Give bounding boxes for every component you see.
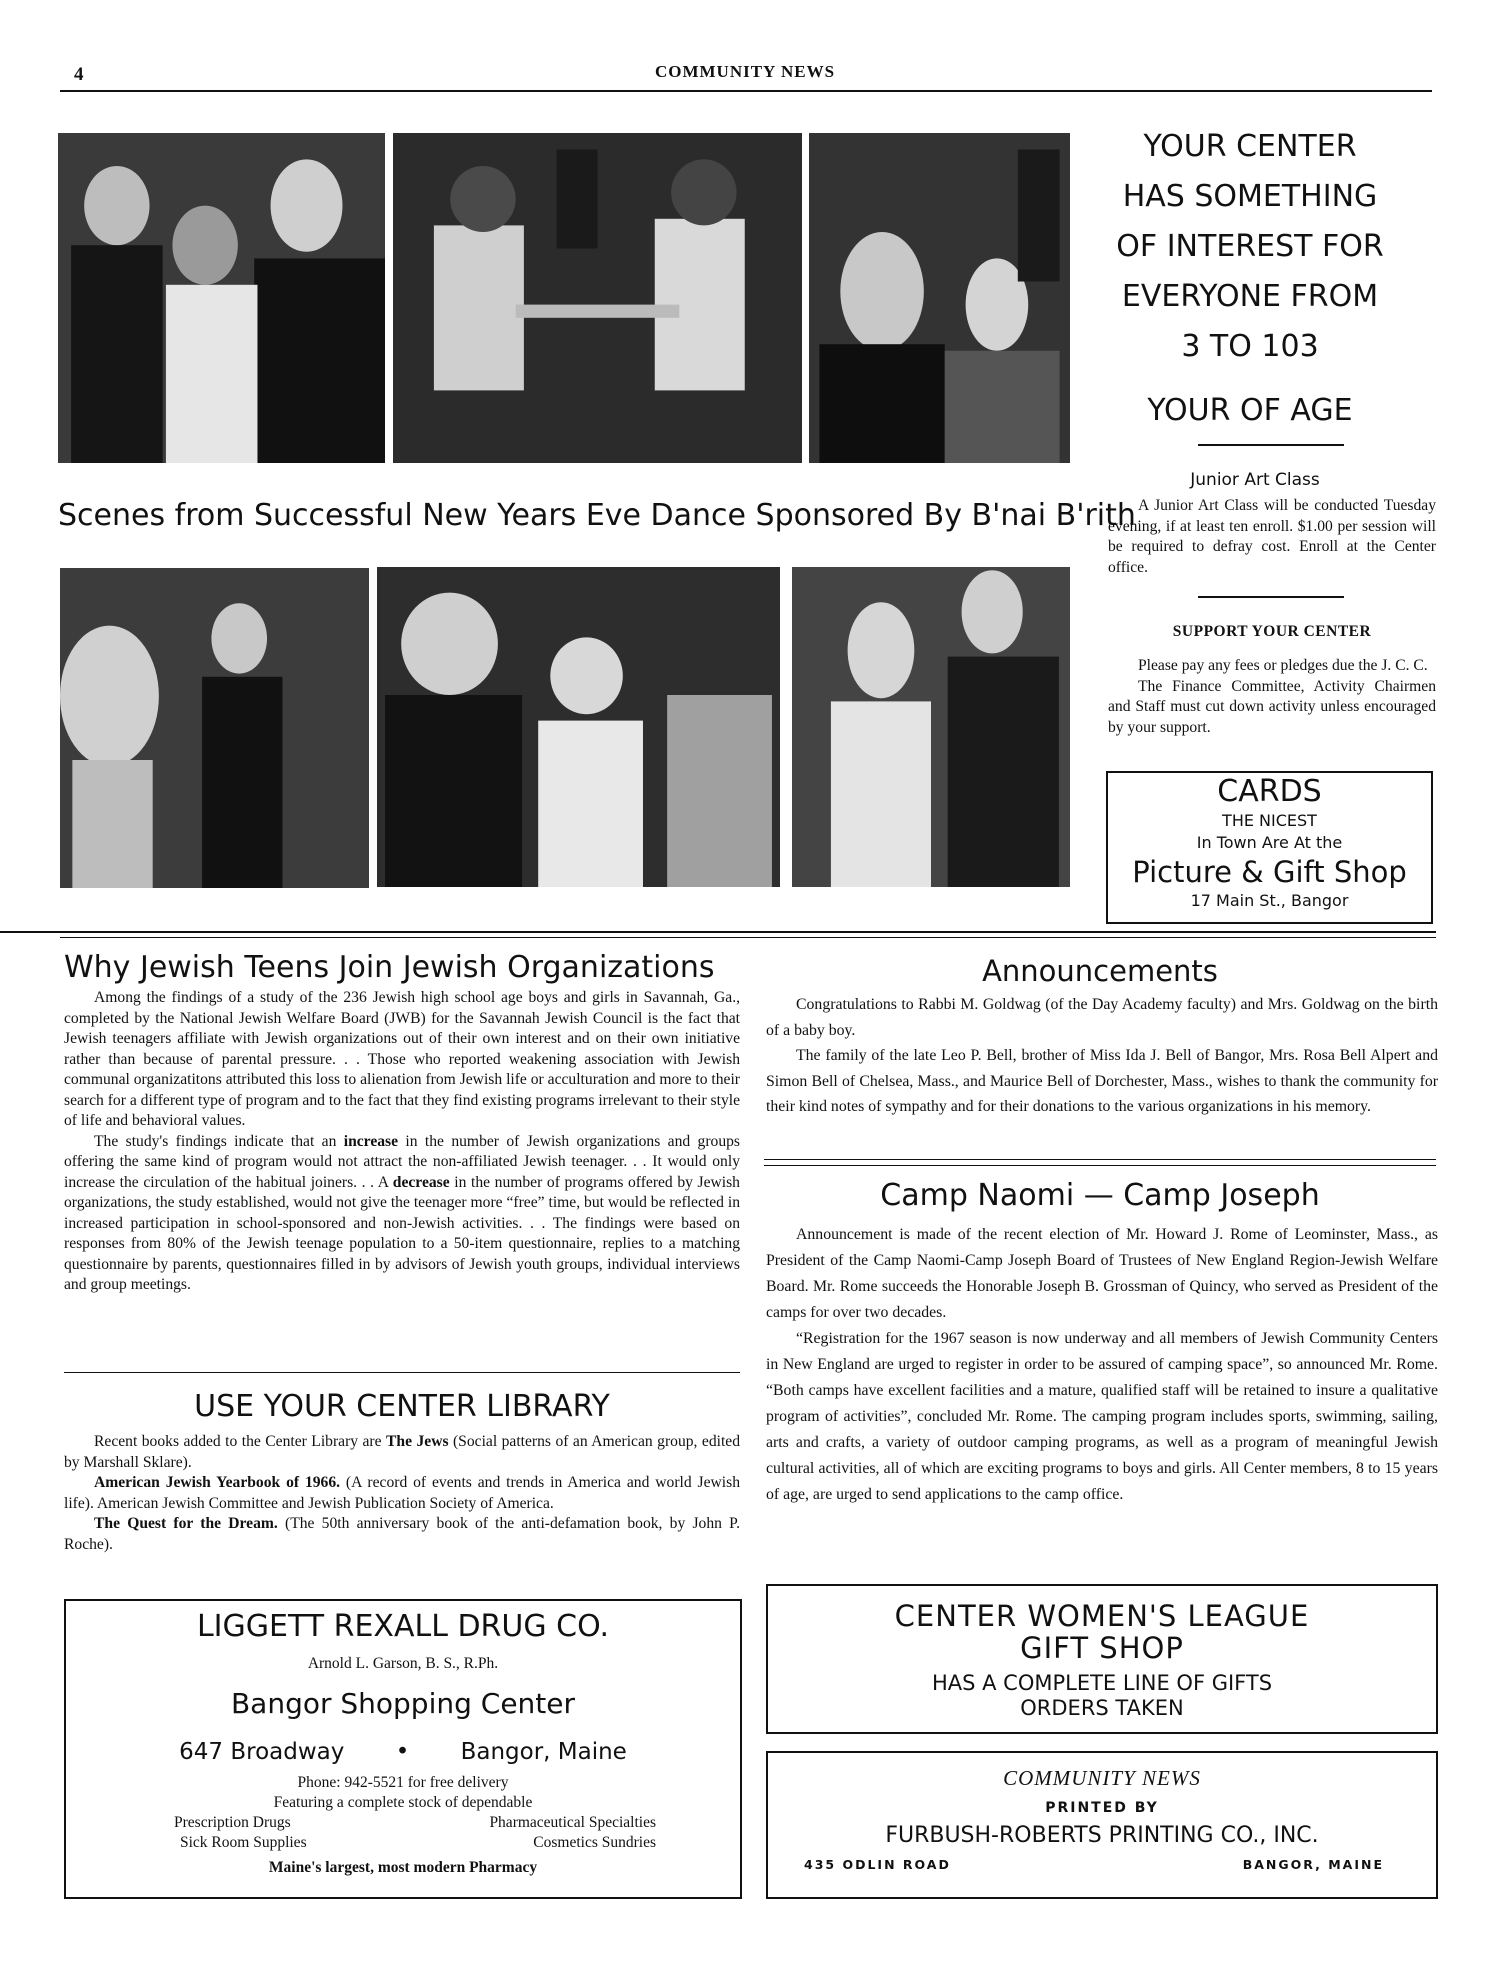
- page-number: 4: [74, 64, 84, 85]
- womens-league-ad: [766, 1584, 1438, 1734]
- junior-art-text: A Junior Art Class will be conducted Tuesday evening, if at least ten enroll. $1.00 per session will be required to defray cost. Enroll at the Center office.: [1108, 497, 1436, 576]
- dance-photo-6: [792, 567, 1070, 887]
- library-title: USE YOUR CENTER LIBRARY: [194, 1389, 610, 1424]
- cards-title: CARDS: [1217, 774, 1322, 809]
- support-p1: Please pay any fees or pledges due the J. C. C.: [1138, 657, 1428, 674]
- library-book-3: The Quest for the Dream.: [94, 1515, 278, 1532]
- library-book-2: American Jewish Yearbook of 1966.: [94, 1474, 341, 1491]
- dance-photo-3: [809, 133, 1070, 463]
- library-p1-c: (Social patterns of an American group, edited by Marshall Sklare).: [64, 1433, 740, 1471]
- teens-p2: [64, 1132, 740, 1296]
- support-p2: The Finance Committee, Activity Chairmen and Staff must cut down activity unless encouraged by your support.: [1108, 677, 1436, 736]
- liggett-street: 647 Broadway: [179, 1739, 345, 1765]
- promo-line-3: OF INTEREST FOR: [1116, 229, 1384, 264]
- announcements-p2: The family of the late Leo P. Bell, brother of Miss Ida J. Bell of Bangor, Mrs. Rosa Bell Alpert and Simon Bell of Chelsea, Mass., and Maurice Bell of Dorchester, Mass., wishes to thank the community for their kind notes of sympathy and for their donations to the various organizations in his memory.: [766, 1047, 1438, 1115]
- teens-p2-decrease: decrease: [392, 1173, 450, 1191]
- teens-body: [64, 988, 740, 1296]
- liggett-item-1: Prescription Drugs: [174, 1814, 291, 1831]
- camp-p1: Announcement is made of the recent election of Mr. Howard J. Rome of Leominster, Mass., as President of the Camp Naomi-Camp Joseph Board of Trustees of New England Region-Jewish Welfare Board. Mr. Rome succeeds the Honorable Joseph B. Grossman of Quincy, who served as President of the camps for over two decades.: [766, 1226, 1438, 1321]
- liggett-items-row-2: [66, 1833, 740, 1853]
- teens-title: Why Jewish Teens Join Jewish Organizations: [64, 950, 715, 985]
- library-p1: [64, 1432, 740, 1473]
- liggett-item-3: Sick Room Supplies: [180, 1834, 307, 1851]
- liggett-featuring: Featuring a complete stock of dependable: [273, 1794, 533, 1811]
- camp-p2: “Registration for the 1967 season is now underway and all members of Jewish Community Centers in New England are urged to register in order to be assured of camping space”, so announced Mr. Rome. “Both camps have excellent facilities and a mature, qualified staff will be retained to insure a qualitative program of activities”, concluded Mr. Rome. The camping program includes sports, swimming, sailing, arts and crafts, a variety of outdoor camping programs, as well as a program of meaningful Jewish cultural activities, all of which are exciting programs to boys and girls. All Center members, 8 to 15 years of age, are urged to send applications to the camp office.: [766, 1330, 1438, 1503]
- library-p1-a: Recent books added to the Center Library are: [94, 1433, 387, 1450]
- liggett-pharmacist: Arnold L. Garson, B. S., R.Ph.: [307, 1655, 499, 1672]
- header-rule: [60, 90, 1432, 92]
- library-p2: [64, 1473, 740, 1514]
- printer-city: BANGOR, MAINE: [1242, 1857, 1384, 1872]
- masthead-title: COMMUNITY NEWS: [654, 62, 836, 81]
- teens-p2-c: in the number of Jewish organizations and groups offering the same kind of program would not attract the non-affiliated Jewish teenager. . . It would only increase the circulation of the habitual joiners. . . A: [64, 1132, 740, 1191]
- liggett-city: Bangor, Maine: [460, 1739, 627, 1765]
- support-body: [1108, 656, 1436, 738]
- cards-line-2: In Town Are At the: [1196, 833, 1343, 852]
- printer-address-row: [768, 1855, 1436, 1875]
- library-body: [64, 1432, 740, 1555]
- cards-line-1: THE NICEST: [1222, 811, 1317, 830]
- liggett-items-row-1: [66, 1813, 740, 1833]
- library-p3: [64, 1514, 740, 1555]
- dance-photo-2: [393, 133, 802, 463]
- promo-line-6: YOUR OF AGE: [1147, 393, 1353, 428]
- announcements-p1: Congratulations to Rabbi M. Goldwag (of the Day Academy faculty) and Mrs. Goldwag on the birth of a baby boy.: [766, 996, 1438, 1039]
- junior-art-title: Junior Art Class: [1190, 470, 1320, 490]
- womens-line-4: ORDERS TAKEN: [1020, 1696, 1184, 1720]
- liggett-address-row: [66, 1737, 740, 1767]
- promo-line-2: HAS SOMETHING: [1122, 179, 1378, 214]
- teens-p2-increase: increase: [343, 1132, 399, 1150]
- promo-line-1: YOUR CENTER: [1143, 129, 1357, 164]
- liggett-ad: [64, 1599, 742, 1899]
- library-p3-b: (The 50th anniversary book of the anti-defamation book, by John P. Roche).: [64, 1515, 740, 1553]
- dance-photo-1: [58, 133, 385, 463]
- printer-company: FURBUSH-ROBERTS PRINTING CO., INC.: [885, 1823, 1319, 1848]
- printer-printed-by: PRINTED BY: [1045, 1800, 1159, 1816]
- camp-body: [766, 1222, 1438, 1508]
- teens-p2-e: in the number of programs offered by Jewish organizations, the study established, would not give the teenager more “free” time, but would be reflected in increased participation in school-sponsored and non-Jewish activities. . . The findings were based on responses from 80% of the Jewish teenage population to a 50-item questionnaire, replies to a matching questionnaire by parents, questionnaires filled in by advisors of Jewish youth groups, individual interviews and group meetings.: [64, 1173, 740, 1293]
- liggett-center: Bangor Shopping Center: [230, 1687, 576, 1720]
- teens-p1: Among the findings of a study of the 236 Jewish high school age boys and girls in Savannah, Ga., completed by the National Jewish Welfare Board (JWB) for the Savannah Jewish Council is the fact that Jewish teenagers affiliate with Jewish organizations out of their own interest and on their own initiative rather than because of parental pressure. . . Those who reported weakening association with Jewish communal organizatitons attributed this loss to alienation from Jewish life or acculturation and more to their search for a different type of program and to the fact that they find existing programs irrelevant to their style of life and behavioral values.: [64, 989, 740, 1129]
- junior-art-divider: [1198, 596, 1344, 598]
- library-p2-b: (A record of events and trends in America and world Jewish life). American Jewish Committee and Jewish Publication Society of America.: [64, 1474, 740, 1512]
- teens-p2-a: The study's findings indicate that an: [94, 1132, 344, 1150]
- dance-photo-4: [60, 568, 369, 888]
- womens-line-1: CENTER WOMEN'S LEAGUE: [894, 1599, 1310, 1633]
- liggett-tagline: Maine's largest, most modern Pharmacy: [268, 1859, 538, 1876]
- photo-caption: Scenes from Successful New Years Eve Dance Sponsored By B'nai B'rith: [58, 498, 1136, 533]
- liggett-bullet: •: [395, 1739, 410, 1765]
- cards-ad: [1106, 771, 1433, 924]
- library-book-1: The Jews: [386, 1433, 449, 1450]
- announcements-divider-2: [764, 1165, 1436, 1166]
- teens-divider: [64, 1372, 740, 1373]
- liggett-item-4: Cosmetics Sundries: [533, 1834, 656, 1851]
- cards-shop: Picture & Gift Shop: [1132, 855, 1407, 889]
- section-rule-top-2: [60, 937, 1436, 938]
- section-rule-top: [0, 931, 1436, 933]
- promo-divider: [1198, 444, 1344, 446]
- camp-title: Camp Naomi — Camp Joseph: [880, 1178, 1320, 1213]
- liggett-item-2: Pharmaceutical Specialties: [489, 1814, 656, 1831]
- dance-photo-5: [377, 567, 780, 887]
- liggett-name: LIGGETT REXALL DRUG CO.: [196, 1609, 610, 1644]
- promo-line-4: EVERYONE FROM: [1121, 279, 1379, 314]
- cards-address: 17 Main St., Bangor: [1190, 891, 1349, 910]
- printer-title: COMMUNITY NEWS: [1003, 1766, 1201, 1790]
- printer-address: 435 ODLIN ROAD: [804, 1857, 951, 1872]
- announcements-body: [766, 992, 1438, 1120]
- junior-art-body: [1108, 496, 1436, 578]
- womens-line-2: GIFT SHOP: [1020, 1631, 1184, 1665]
- support-title: SUPPORT YOUR CENTER: [1172, 623, 1372, 640]
- womens-line-3: HAS A COMPLETE LINE OF GIFTS: [931, 1671, 1273, 1695]
- promo-line-5: 3 TO 103: [1181, 329, 1319, 364]
- liggett-phone: Phone: 942-5521 for free delivery: [297, 1774, 509, 1791]
- printer-ad: [766, 1751, 1438, 1899]
- announcements-divider: [764, 1159, 1436, 1160]
- center-promo: [1100, 122, 1400, 436]
- announcements-title: Announcements: [982, 954, 1218, 988]
